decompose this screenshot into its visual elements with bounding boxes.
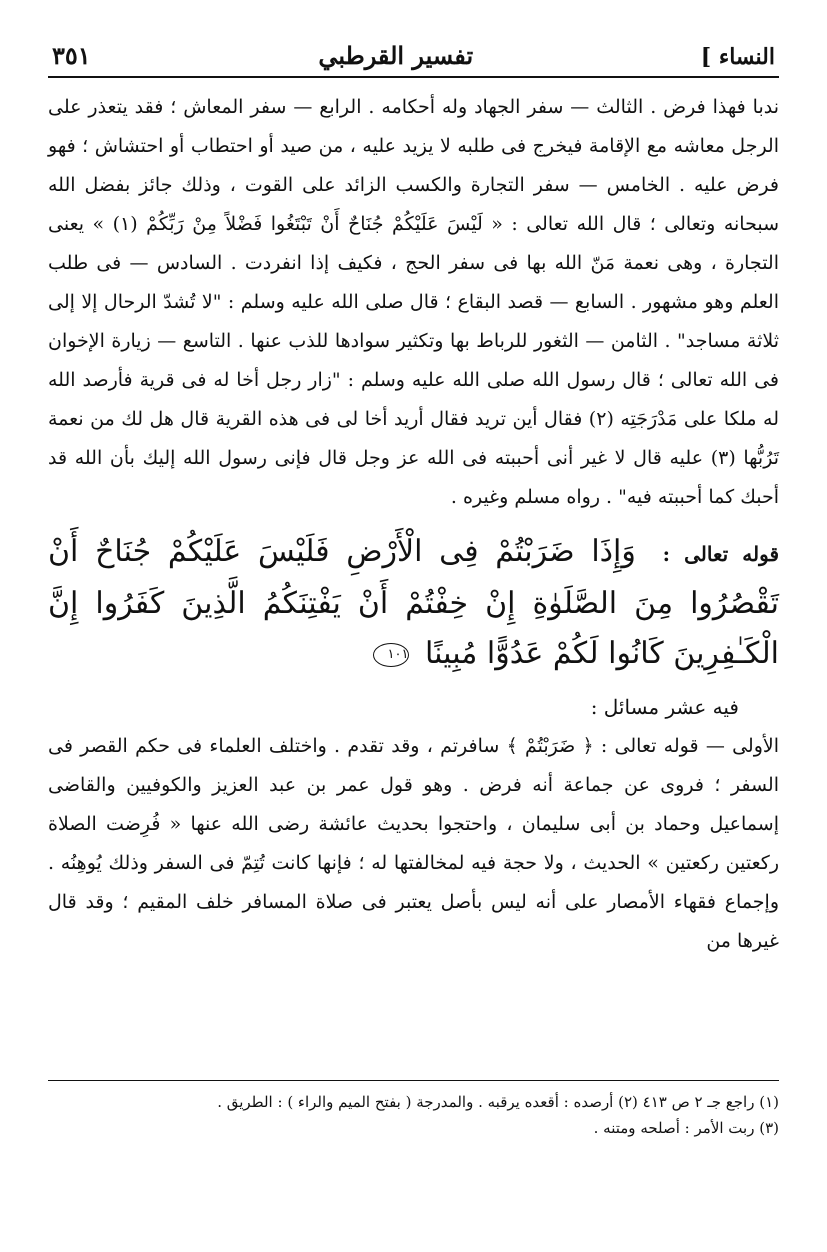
- text-paragraph: ندبا فهذا فرض . الثالث — سفر الجهاد وله أحكامه . الرابع — سفر المعاش ؛ فقد يتعذر على الرجل معاشه مع الإقامة فيخرج فى طلبه لا يزيد عليه ، من صيد أو احتطاب أو احتشاش ؛ فهو فرض عليه . الخامس — سفر التجارة والكسب الزائد على القوت ، وذلك جائز بفضل الله سبحانه وتعالى ؛ قال الله تعالى : « لَيْسَ عَلَيْكُمْ جُنَاحٌ أَنْ تَبْتَغُوا فَضْلاً مِنْ رَبِّكُمْ (١) » يعنى التجارة ، وهى نعمة مَنّ الله بها فى سفر الحج ، فكيف إذا انفردت . السادس — فى طلب العلم وهو مشهور . السابع — قصد البقاع ؛ قال صلى الله عليه وسلم : "لا تُشدّ الرحال إلا إلى ثلاثة مساجد" . الثامن — الثغور للرباط بها وتكثير سوادها للذب عنها . التاسع — زيارة الإخوان فى الله تعالى ؛ قال رسول الله صلى الله عليه وسلم : "زار رجل أخا له فى قرية فأرصد الله له ملكا على مَدْرَجَتِه (٢) فقال أين تريد فقال أريد أخا لى فى هذه القرية قال هل لك من نعمة تَرُبُّها (٣) عليه قال لا غير أنى أحببته فى الله عز وجل قال فإنى رسول الله إليك بأن الله قد أحبك كما أحببته فيه" . رواه مسلم وغيره .: [48, 96, 780, 508]
- ayah-number-badge: ١٠١: [373, 643, 409, 667]
- footnote-line: (٣) ربت الأمر : أصلحه ومتنه .: [593, 1119, 779, 1137]
- footnotes: [48, 1080, 779, 1141]
- page-number: ٣٥١: [52, 41, 91, 70]
- verse-label: قوله تعالى :: [662, 542, 780, 566]
- page-header: [48, 30, 779, 78]
- book-title: تفسير القرطبي: [318, 41, 474, 70]
- section-subheading: فيه عشر مسائل :: [590, 695, 739, 719]
- page-body: [48, 88, 779, 961]
- verse-text: وَإِذَا ضَرَبْتُمْ فِى الْأَرْضِ فَلَيْسَ عَلَيْكُمْ جُنَاحٌ أَنْ تَقْصُرُوا مِنَ الصَّلَوٰةِ إِنْ خِفْتُمْ أَنْ يَفْتِنَكُمُ الَّذِينَ كَفَرُوا إِنَّ الْكَـٰفِرِينَ كَانُوا لَكُمْ عَدُوًّا مُبِينًا: [48, 534, 779, 671]
- quran-verse: [48, 527, 779, 679]
- text-paragraph: الأولى — قوله تعالى : ﴿ ضَرَبْتُمْ ﴾ سافرتم ، وقد تقدم . واختلف العلماء فى حكم القصر فى السفر ؛ فروى عن جماعة أنه فرض . وهو قول عمر بن عبد العزيز والكوفيين والقاضى إسماعيل وحماد بن أبى سليمان ، واحتجوا بحديث عائشة رضى الله عنها « فُرِضت الصلاة ركعتين ركعتين » الحديث ، ولا حجة فيه لمخالفتها له ؛ فإنها كانت تُتِمّ فى السفر وذلك يُوهِنُه . وإجماع فقهاء الأمصار على أنه ليس بأصل يعتبر فى صلاة المسافر خلف المقيم ؛ وقد قال غيرها من: [48, 735, 779, 952]
- surah-name: النساء ]: [700, 44, 775, 70]
- footnote-line: (١) راجع جـ ٢ ص ٤١٣ (٢) أرصده : أقعده يرقبه . والمدرجة ( بفتح الميم والراء ) : الطريق .: [217, 1093, 779, 1111]
